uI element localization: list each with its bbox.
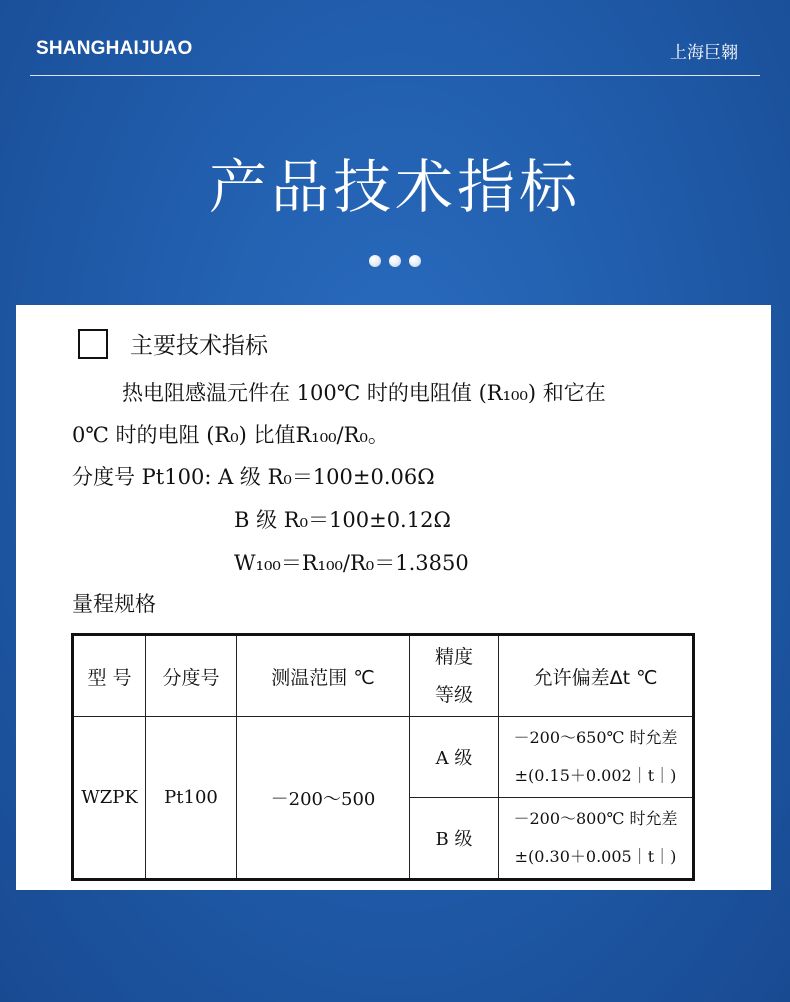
col-header-graduation: 分度号: [146, 635, 237, 717]
range-heading: 量程规格: [72, 592, 156, 616]
table-header-row: [73, 635, 694, 717]
checkbox-icon: [78, 329, 108, 359]
tolerance-a-formula: ±(0.15＋0.002｜t｜): [514, 766, 677, 785]
cell-graduation: Pt100: [146, 717, 237, 880]
spec-heading-label: 主要技术指标: [130, 333, 268, 359]
spec-line-3: 分度号 Pt100: A 级 R₀＝100±0.06Ω: [72, 465, 435, 489]
cell-grade-a: A 级: [410, 717, 499, 798]
table-row: [73, 717, 694, 798]
dot-icon: [409, 255, 421, 267]
spec-heading: [78, 327, 268, 360]
cell-tolerance-b: [499, 798, 694, 880]
tolerance-b-range: －200～800℃ 时允差: [513, 809, 678, 828]
col-header-model: 型 号: [73, 635, 146, 717]
cell-grade-b: B 级: [410, 798, 499, 880]
cell-model: WZPK: [73, 717, 146, 880]
spec-line-1: 热电阻感温元件在 100℃ 时的电阻值 (R₁₀₀) 和它在: [122, 381, 606, 405]
spec-line-2: 0℃ 时的电阻 (R₀) 比值R₁₀₀/R₀。: [72, 423, 389, 447]
cell-tolerance-a: [499, 717, 694, 798]
dot-icon: [369, 255, 381, 267]
header-divider: [30, 75, 760, 76]
cell-temp-range: －200～500: [237, 717, 410, 880]
range-table: [71, 633, 695, 881]
col-header-grade: 精度 等级: [410, 635, 499, 717]
brand-name-en: SHANGHAIJUAO: [36, 38, 193, 59]
tolerance-b-formula: ±(0.30＋0.005｜t｜): [514, 847, 677, 866]
col-header-temp-range: 测温范围 ℃: [237, 635, 410, 717]
spec-panel: [16, 305, 771, 890]
brand-name-cn: 上海巨翱: [670, 43, 738, 63]
dot-icon: [389, 255, 401, 267]
tolerance-a-range: －200～650℃ 时允差: [513, 728, 678, 747]
spec-line-4: B 级 R₀＝100±0.12Ω: [234, 508, 451, 532]
spec-line-5: W₁₀₀＝R₁₀₀/R₀＝1.3850: [234, 551, 469, 575]
carousel-dots: [0, 252, 790, 271]
page-title: 产品技术指标: [208, 153, 581, 221]
col-header-tolerance: 允许偏差Δt ℃: [499, 635, 694, 717]
